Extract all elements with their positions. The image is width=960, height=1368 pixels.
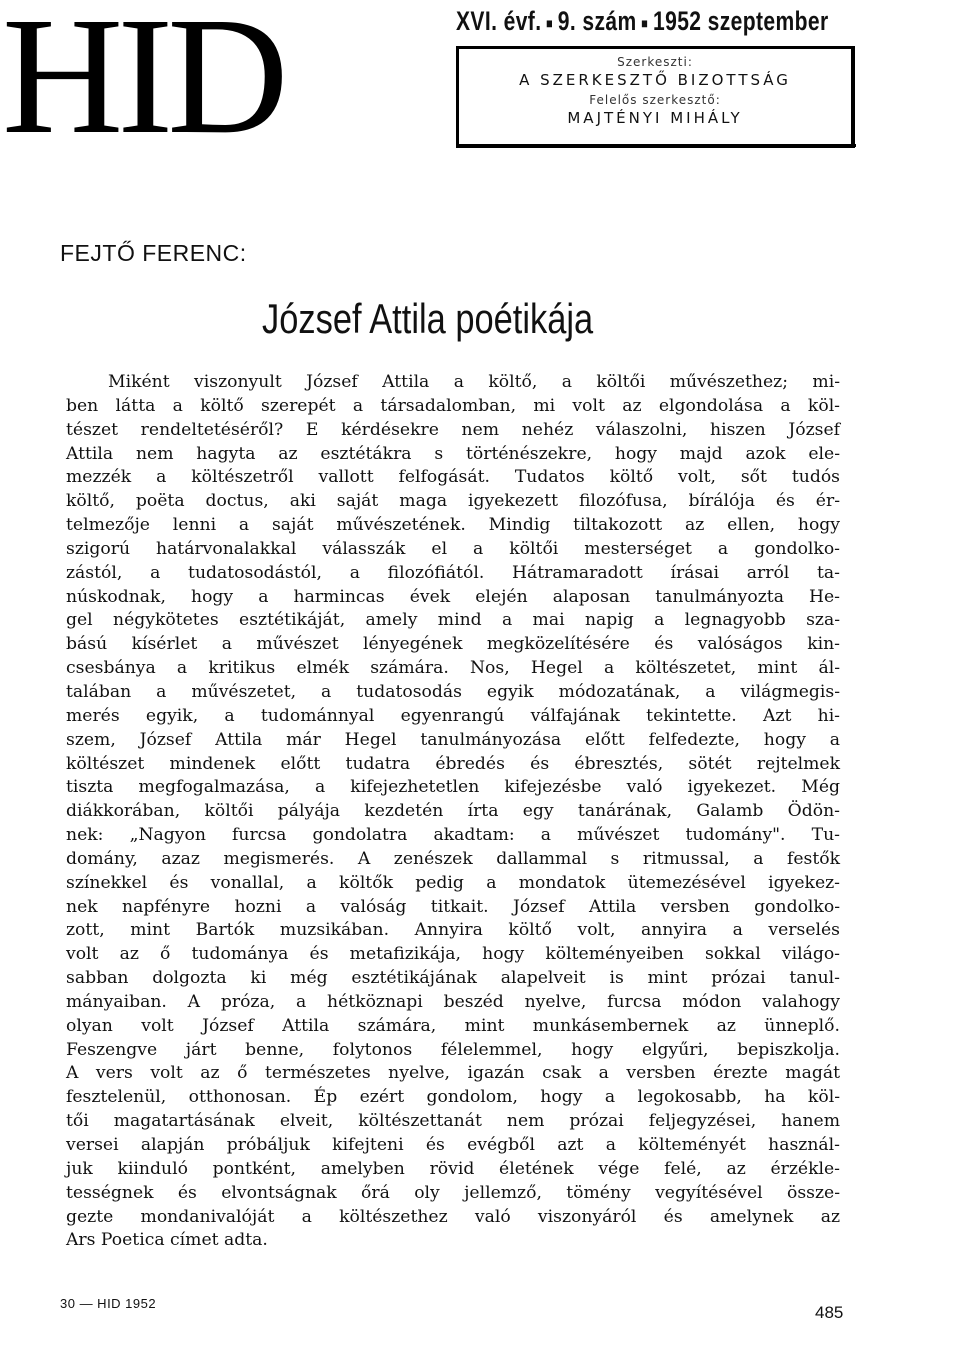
- article-body: [66, 371, 840, 1253]
- article-line: talában a művészetet, a tudatosodás egyik módozatának, a világmegis-: [66, 681, 840, 702]
- article-line: költő, poëta doctus, aki saját maga igyekezett filozófusa, bírálója és ér-: [66, 491, 840, 512]
- article-line: mezzék a költészetről vallott felfogását. Tudatos költő volt, sőt tudós: [66, 467, 840, 488]
- separator-bullet-icon: ■: [641, 14, 649, 31]
- article-line: Miként viszonyult József Attila a költő, a költői művészethez; mi-: [108, 372, 840, 392]
- issue-number: 9. szám: [557, 6, 637, 36]
- article-line: fesztelenül, otthonosan. Ép ezért gondolom, hogy a legokosabb, ha köl-: [66, 1087, 840, 1108]
- article-line: A vers volt az ő természetes nyelve, igazán csak a versben érezte magát: [66, 1063, 840, 1084]
- footer-issue: 30 — HID 1952: [60, 1296, 157, 1311]
- editor-box: [456, 46, 855, 148]
- article-author: FEJTŐ FERENC:: [60, 240, 247, 266]
- article-line: Feszengve járt benne, folytonos félelemmel, hogy elgyűri, bepiszkolja.: [66, 1039, 840, 1060]
- article-line: núskodnak, hogy a harmincas évek elején alaposan tanulmányozta He-: [66, 586, 840, 607]
- masthead-rule: [456, 144, 856, 147]
- editor-label: Szerkeszti:: [617, 55, 693, 69]
- article-line: gel négykötetes esztétikáját, amely mind a mai napig a legnagyobb sza-: [66, 610, 840, 631]
- article-line: bású kísérlet a művészet lényegének megközelítésére és valóságos kin-: [66, 634, 840, 655]
- article-line: juk kiinduló pontként, amelyben rövid életének vége felé, az érzékle-: [66, 1158, 840, 1179]
- article-line: szem, József Attila már Hegel tanulmányozása előtt felfedezte, hogy a: [66, 729, 840, 750]
- article-line: zástól, a tudatosodástól, a filozófiától. Hátramaradott írásai arról ta-: [66, 562, 840, 583]
- chief-editor-name: MAJTÉNYI MIHÁLY: [567, 109, 743, 127]
- article-line: nek: „Nagyon furcsa gondolatra akadtam: a művészet tudomány". Tu-: [66, 825, 840, 846]
- article-line: diákkorában, költői pályája kezdetén írta egy tanárának, Galamb Ödön-: [66, 801, 840, 822]
- article-line: volt az ő tudománya és metafizikája, hogy költeményeiben sokkal világo-: [66, 944, 840, 965]
- separator-bullet-icon: ■: [546, 14, 554, 31]
- article-line: Attila nem hagyta az esztétákra s történészekre, hogy majd azok ele-: [66, 443, 840, 464]
- article-line: versei alapján próbáljuk kifejteni és evégből azt a költeményét használ-: [66, 1135, 840, 1155]
- article-line: zott, mint Bartók muzsikában. Annyira költő volt, annyira a verselés: [66, 920, 840, 941]
- volume: XVI. évf.: [456, 6, 542, 36]
- chief-editor-label: Felelős szerkesztő:: [589, 93, 721, 107]
- article-line: ben látta a költő szerepét a társadalomban, mi volt az elgondolása a köl-: [66, 395, 840, 416]
- issue-line: [456, 6, 829, 37]
- page-number: 485: [815, 1303, 844, 1322]
- editorial-board: A SZERKESZTŐ BIZOTTSÁG: [519, 71, 791, 89]
- article-line: olyan volt József Attila számára, mint munkásembernek az ünneplő.: [66, 1015, 840, 1036]
- article-line: színekkel és vonallal, a költők pedig a mondatok ütemezésével igyekez-: [66, 872, 840, 893]
- article-line: mányaiban. A próza, a hétköznapi beszéd nyelve, furcsa módon valahogy: [66, 991, 840, 1012]
- article-line: nek napfényre hozni a valóság titkait. József Attila versben gondolko-: [66, 896, 840, 917]
- article-line: tői magatartásának elveit, költészettanát nem prózai feljegyzései, hanem: [66, 1111, 840, 1132]
- article-line: csesbánya a kritikus elmék számára. Nos, Hegel a költészetet, mint ál-: [66, 658, 840, 679]
- article-line: sabban dolgozta ki még esztétikájának alapelveit is mint prózai tanul-: [66, 968, 840, 989]
- article-title: József Attila poétikája: [262, 295, 594, 342]
- article-line: telmezője lenni a saját művészetének. Mindig tiltakozott az ellen, hogy: [66, 515, 840, 536]
- masthead-logo: HID: [2, 0, 283, 169]
- article-line: tészet rendeltetéséről? E kérdésekre nem nehéz válaszolni, hiszen József: [66, 419, 840, 440]
- article-line: Ars Poetica címet adta.: [66, 1230, 268, 1251]
- article-line: gezte mondanivalóját a költészethez való viszonyáról és amelynek az: [66, 1206, 840, 1227]
- article-line: tiszta megfogalmazása, a kifejezhetetlen kifejezésbe való igyekezet. Még: [66, 777, 840, 798]
- article-line: domány, azaz megismerés. A zenészek dallammal s ritmussal, a festők: [66, 848, 840, 869]
- article-line: költészet mindenek előtt tudatra ébredés és ébresztés, sötét rejtelmek: [66, 753, 840, 774]
- issue-date: 1952 szeptember: [652, 6, 829, 36]
- article-line: szigorú határvonalakkal válasszák el a költői mesterséget a gondolko-: [66, 538, 840, 559]
- article-line: merés egyik, a tudománnyal egyenrangú válfajának tekintette. Azt hi-: [66, 705, 840, 726]
- article-line: tességnek és elvontságnak őrá oly jellemző, tömény vegyítésével össze-: [66, 1182, 840, 1203]
